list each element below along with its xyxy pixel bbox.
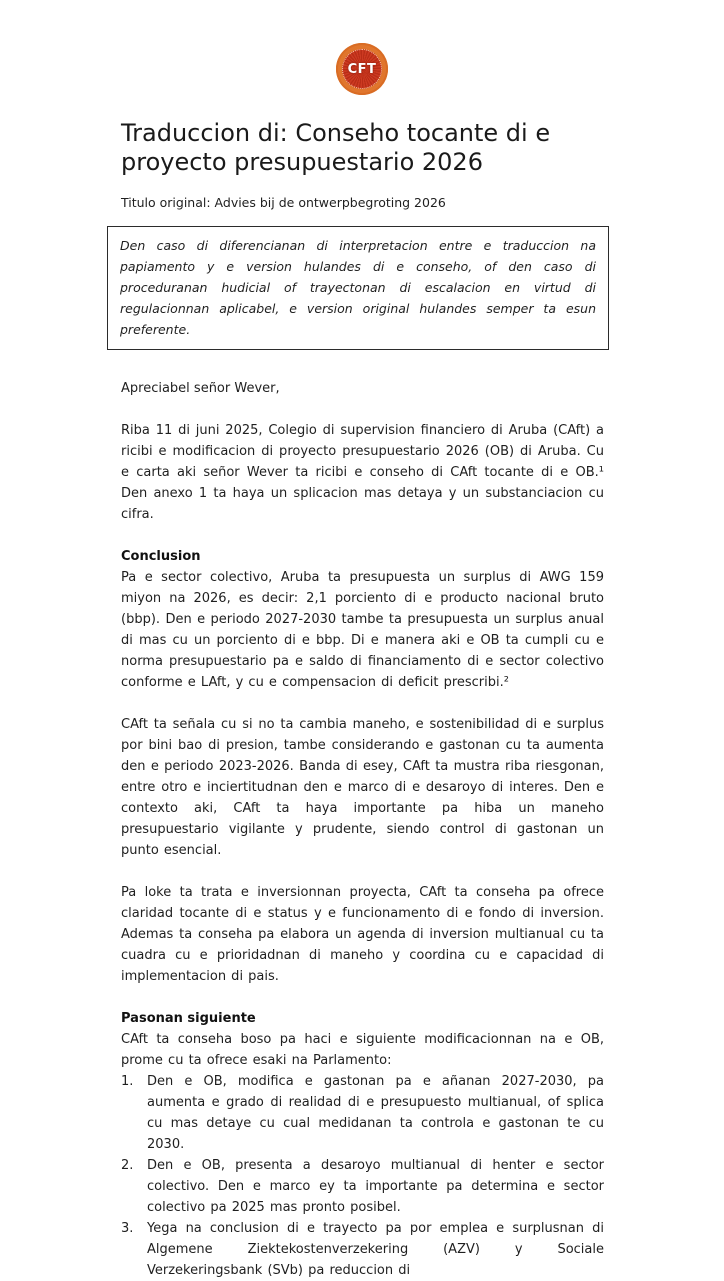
list-item <box>121 1155 604 1218</box>
conclusion-heading: Conclusion <box>121 549 201 564</box>
list-item <box>121 1218 604 1281</box>
modification-list <box>121 1071 604 1281</box>
page-title: Traduccion di: Conseho tocante di e proyecto presupuestario 2026 <box>121 119 551 176</box>
list-item-number: 3. <box>121 1221 134 1236</box>
cft-logo-icon <box>336 43 388 95</box>
logo-container <box>0 43 724 95</box>
list-item-text: Yega na conclusion di e trayecto pa por emplea e surplusnan di Algemene Ziektekostenverzekering (AZV) y Sociale Verzekeringsbank (SVb) pa reduccion di <box>147 1221 604 1278</box>
conclusion-paragraph-1: Pa e sector colectivo, Aruba ta presupuesta un surplus di AWG 159 miyon na 2026, es decir: 2,1 porciento di e producto nacional bruto (bbp). Den e periodo 2027-2030 tambe ta presupuesta un surplus anual di mas cu un porciento di e bbp. Di e manera aki e OB ta cumpli cu e norma presupuestario pa e saldo di financiamento di e sector colectivo conforme e LAft, y cu e compensacion di deficit prescribi.² <box>121 570 604 690</box>
salutation: Apreciabel señor Wever, <box>121 381 280 396</box>
intro-paragraph: Riba 11 di juni 2025, Colegio di supervision financiero di Aruba (CAft) a ricibi e modificacion di proyecto presupuestario 2026 (OB) di Aruba. Cu e carta aki señor Wever ta ricibi e conseho di CAft tocante di e OB.¹ Den anexo 1 ta haya un splicacion mas detaya y un substanciacion cu cifra. <box>121 423 604 522</box>
disclaimer-box <box>107 226 609 350</box>
letter-content <box>0 119 724 1281</box>
list-item <box>121 1071 604 1155</box>
disclaimer-text: Den caso di diferencianan di interpretacion entre e traduccion na papiamento y e version hulandes di e conseho, of den caso di proceduranan hudicial of trayectonan di escalacion en virtud di regulacionnan aplicabel, e version original hulandes semper ta esun preferente. <box>120 238 596 337</box>
next-steps-heading: Pasonan siguiente <box>121 1011 256 1026</box>
cft-logo-rays <box>342 49 382 89</box>
list-item-number: 1. <box>121 1074 134 1089</box>
next-steps-intro: CAft ta conseha boso pa haci e siguiente modificacionnan na e OB, prome cu ta ofrece esaki na Parlamento: <box>121 1032 604 1068</box>
list-item-text: Den e OB, modifica e gastonan pa e añanan 2027-2030, pa aumenta e grado di realidad di e presupuesto multianual, of splica cu mas detaye cu cual medidanan ta controla e gastonan te cu 2030. <box>147 1074 604 1152</box>
cft-logo-text: CFT <box>347 61 377 77</box>
list-item-text: Den e OB, presenta a desaroyo multianual di henter e sector colectivo. Den e marco ey ta importante pa determina e sector colectivo pa 2025 mas pronto posibel. <box>147 1158 604 1215</box>
conclusion-paragraph-2: CAft ta señala cu si no ta cambia maneho, e sostenibilidad di e surplus por bini bao di presion, tambe considerando e gastonan cu ta aumenta den e periodo 2023-2026. Banda di esey, CAft ta mustra riba riesgonan, entre otro e inciertitudnan den e marco di e desaroyo di interes. Den e contexto aki, CAft ta haya importante pa hiba un maneho presupuestario vigilante y prudente, siendo control di gastonan un punto esencial. <box>121 717 604 858</box>
original-title-line: Titulo original: Advies bij de ontwerpbegroting 2026 <box>121 195 446 210</box>
list-item-number: 2. <box>121 1158 134 1173</box>
conclusion-paragraph-3: Pa loke ta trata e inversionnan proyecta, CAft ta conseha pa ofrece claridad tocante di e status y e funcionamento di e fondo di inversion. Ademas ta conseha pa elabora un agenda di inversion multianual cu ta cuadra cu e prioridadnan di maneho y coordina cu e capacidad di implementacion di pais. <box>121 885 604 984</box>
